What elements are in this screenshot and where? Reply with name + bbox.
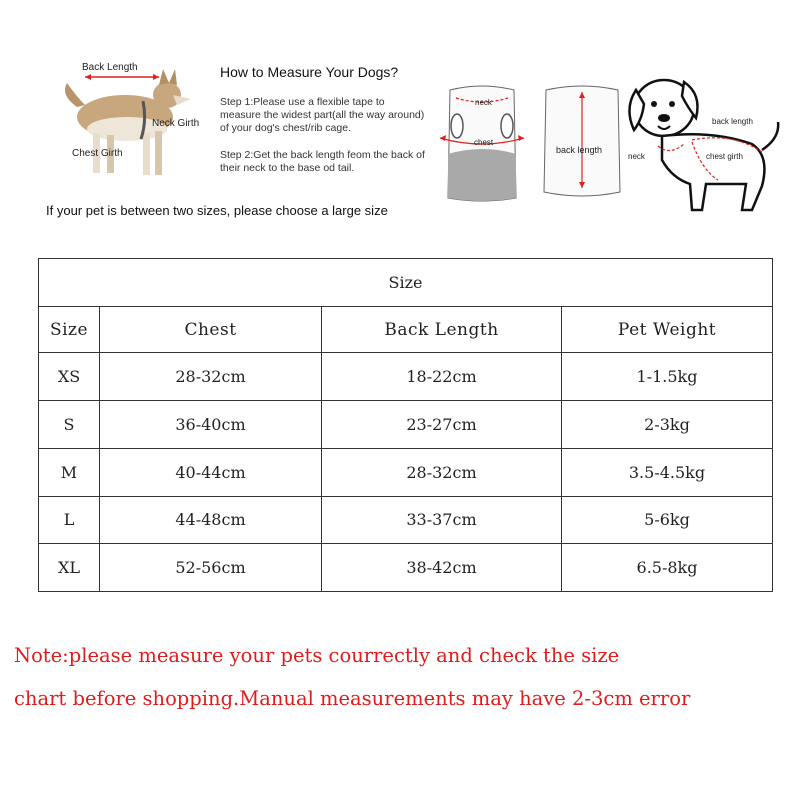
cell-pet-weight: 3.5-4.5kg (562, 448, 773, 496)
vest-chest-label: chest (474, 138, 494, 147)
vest-back-length-label: back length (556, 145, 603, 155)
dog2-neck-label: neck (628, 152, 645, 161)
header-pet-weight: Pet Weight (562, 306, 773, 353)
note-line-1: Note:please measure your pets courrectly and check the size (14, 644, 620, 667)
table-row (39, 353, 773, 401)
table-header-row (39, 306, 773, 353)
cell-size: M (39, 448, 100, 496)
between-sizes-note: If your pet is between two sizes, please choose a large size (46, 203, 388, 218)
cell-back-length: 28-32cm (322, 448, 562, 496)
step-1-text: Step 1:Please use a flexible tape to measure the widest part(all the way around) of your dog's chest/rib cage. (220, 96, 425, 134)
note-line-2: chart before shopping.Manual measurements may have 2-3cm error (14, 687, 691, 710)
cell-back-length: 38-42cm (322, 544, 562, 592)
cell-chest: 28-32cm (100, 353, 322, 401)
cell-back-length: 23-27cm (322, 401, 562, 449)
table-title-row (39, 259, 773, 307)
cell-chest: 36-40cm (100, 401, 322, 449)
cell-pet-weight: 6.5-8kg (562, 544, 773, 592)
table-row (39, 544, 773, 592)
header-size: Size (39, 306, 100, 353)
cell-size: XS (39, 353, 100, 401)
measurement-guide (0, 0, 800, 240)
cell-chest: 52-56cm (100, 544, 322, 592)
cell-size: XL (39, 544, 100, 592)
chest-girth-label: Chest Girth (72, 148, 123, 159)
how-to-measure-title: How to Measure Your Dogs? (220, 64, 399, 80)
table-row (39, 496, 773, 544)
header-back-length: Back Length (322, 306, 562, 353)
vest-neck-label: neck (475, 98, 492, 107)
table-row (39, 448, 773, 496)
vest-back-diagram (538, 80, 626, 202)
cell-pet-weight: 2-3kg (562, 401, 773, 449)
back-length-label: Back Length (82, 62, 138, 73)
cell-pet-weight: 5-6kg (562, 496, 773, 544)
cell-chest: 40-44cm (100, 448, 322, 496)
header-chest: Chest (100, 306, 322, 353)
cell-back-length: 18-22cm (322, 353, 562, 401)
cartoon-dog-diagram (622, 60, 787, 215)
cell-size: L (39, 496, 100, 544)
cell-pet-weight: 1-1.5kg (562, 353, 773, 401)
measurement-note (14, 634, 794, 720)
dog2-chest-girth-label: chest girth (706, 152, 743, 161)
size-chart-table (38, 258, 773, 592)
step-2-text: Step 2:Get the back length feom the back of their neck to the base od tail. (220, 149, 425, 174)
cell-chest: 44-48cm (100, 496, 322, 544)
neck-girth-label: Neck Girth (152, 118, 200, 129)
table-row (39, 401, 773, 449)
cell-back-length: 33-37cm (322, 496, 562, 544)
cell-size: S (39, 401, 100, 449)
dog2-back-length-label: back length (712, 117, 753, 126)
table-title: Size (39, 259, 773, 307)
